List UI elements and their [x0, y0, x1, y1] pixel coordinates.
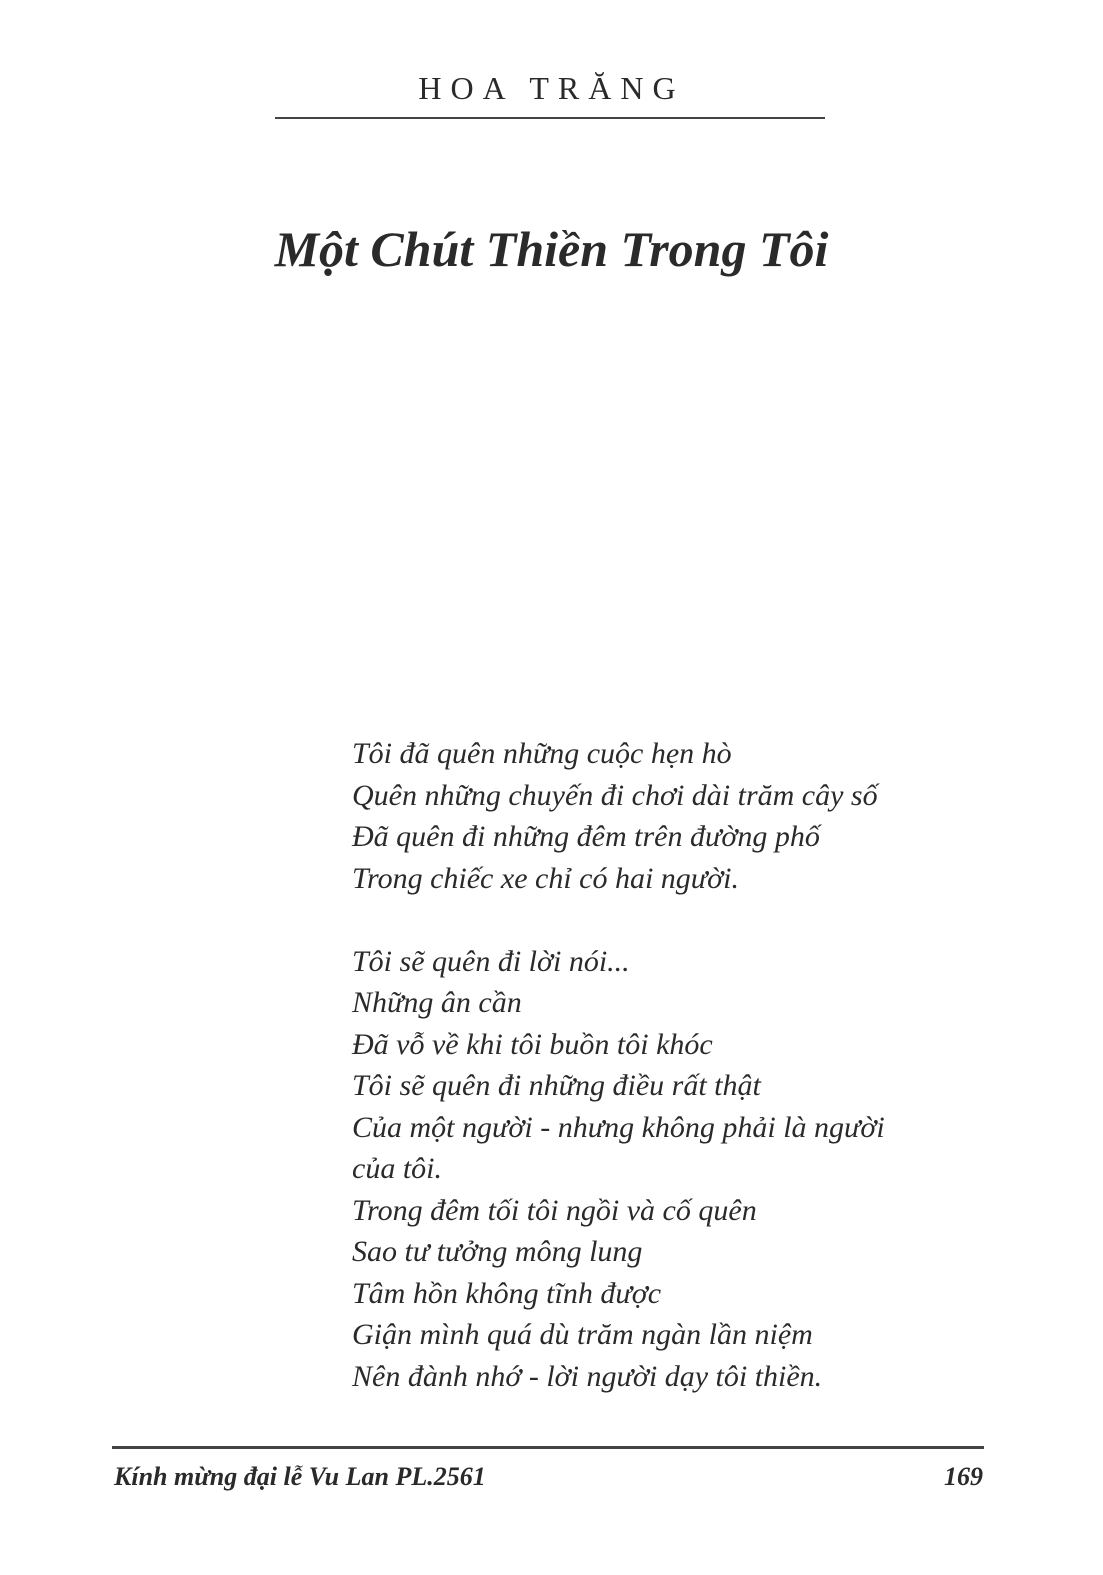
footer-divider [112, 1446, 984, 1449]
poem-line: Đã quên đi những đêm trên đường phố [352, 820, 820, 853]
poem-line: Tôi sẽ quên đi những điều rất thật [352, 1069, 761, 1102]
page-number: 169 [944, 1462, 983, 1491]
poem-line: Trong đêm tối tôi ngồi và cố quên [352, 1193, 757, 1227]
poem-title: Một Chút Thiền Trong Tôi [274, 221, 829, 277]
poem-line: Nên đành nhớ - lời người dạy tôi thiền. [352, 1359, 823, 1393]
poem-line: Của một người - nhưng không phải là người [352, 1110, 885, 1144]
poem-line: Quên những chuyến đi chơi dài trăm cây số [352, 778, 878, 812]
footer-text: Kính mừng đại lễ Vu Lan PL.2561 [114, 1462, 486, 1491]
poem-line: Tâm hồn không tĩnh được [352, 1276, 662, 1310]
poem-line: Những ân cần [352, 986, 522, 1019]
poem-line: của tôi. [352, 1152, 442, 1185]
header-author: HOA TRĂNG [418, 70, 685, 106]
poem-line: Giận mình quá dù trăm ngàn lần niệm [352, 1318, 813, 1351]
poem-body [352, 733, 1032, 1397]
poem-line: Sao tư tưởng mông lung [352, 1235, 643, 1268]
header-divider [275, 117, 825, 119]
poem-line: Trong chiếc xe chỉ có hai người. [352, 861, 740, 895]
poem-line: Tôi đã quên những cuộc hẹn hò [352, 737, 732, 770]
poem-line: Tôi sẽ quên đi lời nói... [352, 944, 630, 978]
poem-line: Đã vỗ về khi tôi buồn tôi khóc [352, 1027, 713, 1061]
stanza-gap [352, 899, 1032, 941]
